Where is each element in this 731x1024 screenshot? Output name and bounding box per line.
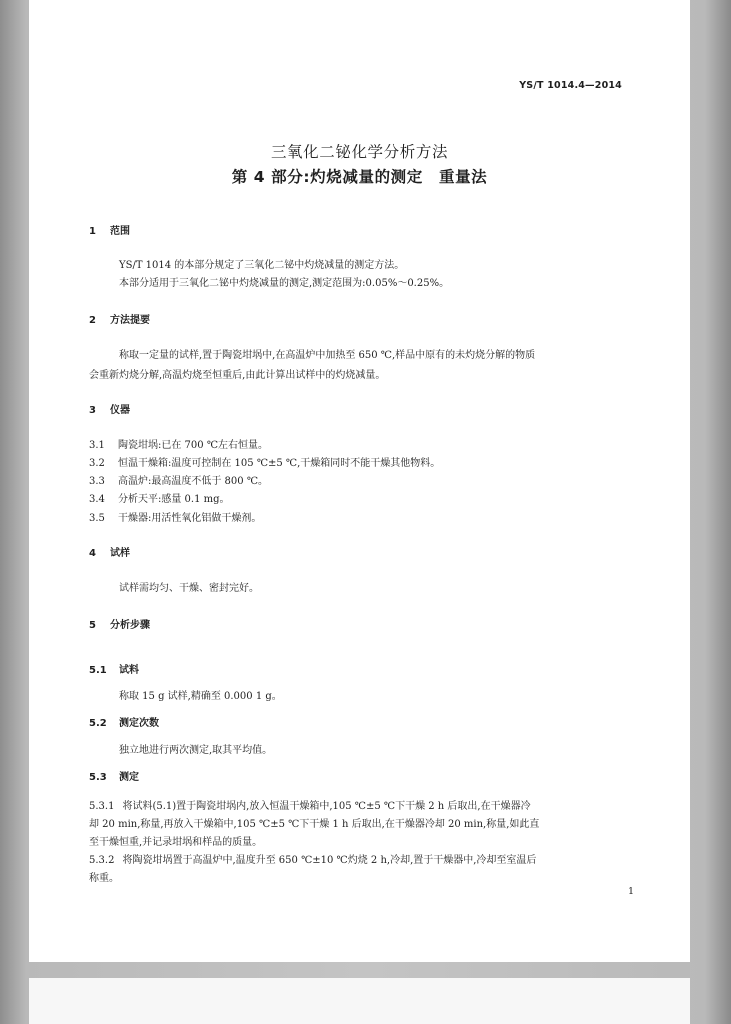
item-number: 3.5 [89,513,105,524]
instrument-item [89,490,230,505]
page-number: 1 [628,886,635,897]
subsection-5-1-heading [89,661,139,676]
subsection-number: 5.1 [89,665,107,676]
instrument-item [89,454,440,469]
document-page [29,0,690,962]
section-5-heading [89,616,150,631]
section-2-paragraph-line-1: 称取一定量的试样,置于陶瓷坩埚中,在高温炉中加热至 650 ℃,样品中原有的未灼烧分解的物质 [119,350,536,361]
subsection-number: 5.2 [89,718,107,729]
section-2-paragraph-line-2: 会重新灼烧分解,高温灼烧至恒重后,由此计算出试样中的灼烧减量。 [89,370,386,381]
section-2-heading [89,311,150,326]
instrument-item [89,509,261,524]
section-3-heading [89,401,130,416]
instrument-item [89,436,268,451]
section-title: 范围 [110,226,130,237]
section-1-paragraph-2: 本部分适用于三氧化二铋中灼烧减量的测定,测定范围为:0.05%～0.25%。 [119,278,450,289]
paragraph-number: 5.3.2 [89,855,115,866]
paragraph-5-3-2-line-2: 称重。 [89,873,119,884]
paragraph-5-3-1-line-2: 却 20 min,称量,再放入干燥箱中,105 ℃±5 ℃下干燥 1 h 后取出,在干燥器冷却 20 min,称量,如此直 [89,819,540,830]
section-number: 3 [89,405,96,416]
paragraph-text: 将试料(5.1)置于陶瓷坩埚内,放入恒温干燥箱中,105 ℃±5 ℃下干燥 2 h 后取出,在干燥器冷 [122,801,531,812]
instrument-item [89,472,268,487]
paragraph-number: 5.3.1 [89,801,115,812]
section-number: 1 [89,226,96,237]
standard-code: YS/T 1014.4—2014 [519,80,622,91]
section-title: 仪器 [110,405,130,416]
item-text: 干燥器:用活性氧化铝做干燥剂。 [118,513,262,524]
item-number: 3.3 [89,476,105,487]
subsection-5-2-heading [89,714,159,729]
item-number: 3.2 [89,458,105,469]
item-text: 恒温干燥箱:温度可控制在 105 ℃±5 ℃,干燥箱同时不能干燥其他物料。 [118,458,441,469]
subsection-5-2-paragraph: 独立地进行两次测定,取其平均值。 [119,745,273,756]
section-title: 试样 [110,548,130,559]
section-4-heading [89,544,130,559]
section-number: 4 [89,548,96,559]
subsection-number: 5.3 [89,772,107,783]
section-number: 2 [89,315,96,326]
paragraph-5-3-1-line-3: 至干燥恒重,并记录坩埚和样品的质量。 [89,837,263,848]
section-title: 方法提要 [110,315,150,326]
subsection-title: 测定次数 [119,718,159,729]
section-1-paragraph-1: YS/T 1014 的本部分规定了三氧化二铋中灼烧减量的测定方法。 [119,260,405,271]
item-number: 3.4 [89,494,105,505]
paragraph-text: 将陶瓷坩埚置于高温炉中,温度升至 650 ℃±10 ℃灼烧 2 h,冷却,置于干燥器中,冷却至室温后 [122,855,537,866]
subsection-5-1-paragraph: 称取 15 g 试样,精确至 0.000 1 g。 [119,691,282,702]
item-number: 3.1 [89,440,105,451]
section-4-paragraph: 试样需均匀、干燥、密封完好。 [119,583,259,594]
next-page-edge [29,978,690,1024]
subsection-title: 测定 [119,772,139,783]
subsection-5-3-heading [89,768,139,783]
item-text: 陶瓷坩埚:已在 700 ℃左右恒量。 [118,440,268,451]
item-text: 分析天平:感量 0.1 mg。 [118,494,230,505]
document-title: 三氧化二铋化学分析方法 [270,143,449,161]
section-number: 5 [89,620,96,631]
paragraph-5-3-1-line-1 [89,797,531,812]
document-subtitle: 第 4 部分:灼烧减量的测定 重量法 [231,168,488,186]
paragraph-5-3-2-line-1 [89,851,536,866]
subsection-title: 试料 [119,665,139,676]
item-text: 高温炉:最高温度不低于 800 ℃。 [118,476,268,487]
section-title: 分析步骤 [110,620,150,631]
section-1-heading [89,222,130,237]
